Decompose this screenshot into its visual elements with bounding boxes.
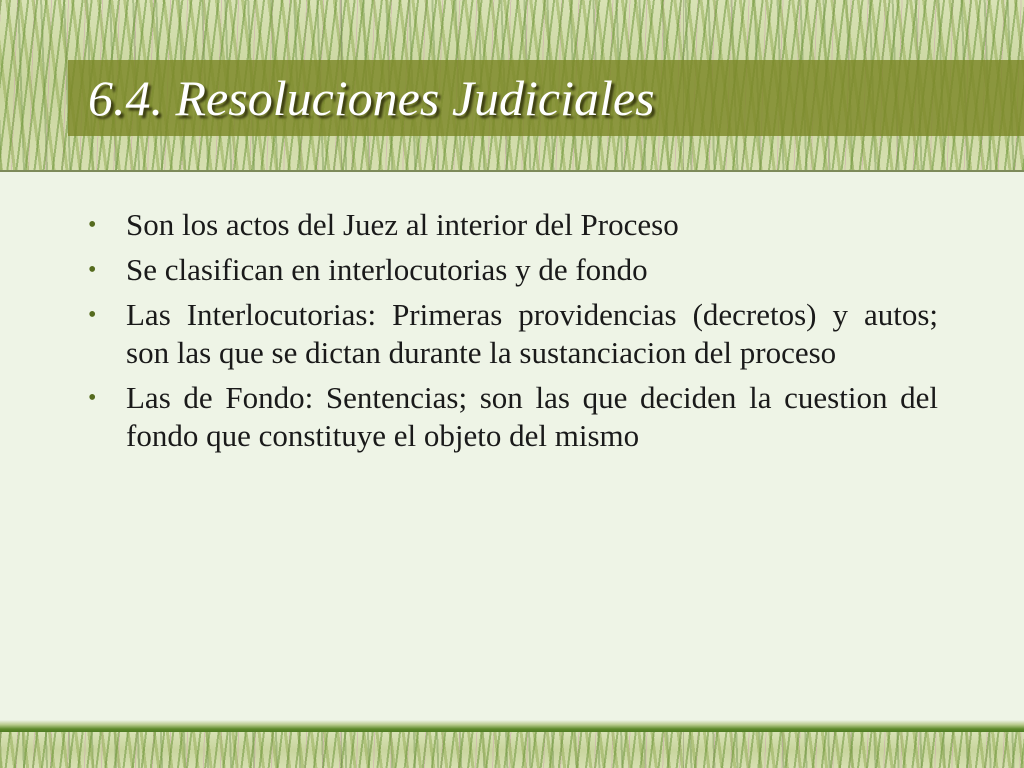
bullet-item xyxy=(88,206,938,244)
bullet-list xyxy=(88,206,938,462)
bullet-icon: • xyxy=(88,212,97,238)
texture-seam xyxy=(341,732,342,768)
texture-seam xyxy=(683,732,684,768)
bullet-text: Las de Fondo: Sentencias; son las que deciden la cuestion del fondo que constituye el objeto del mismo xyxy=(126,380,938,453)
slide-title: 6.4. Resoluciones Judiciales xyxy=(88,70,655,126)
bullet-icon: • xyxy=(88,257,97,283)
bullet-icon: • xyxy=(88,385,97,411)
grass-footer-decoration xyxy=(0,732,1024,768)
footer-band xyxy=(0,720,1024,732)
bullet-text: Se clasifican en interlocutorias y de fondo xyxy=(126,252,648,287)
bullet-icon: • xyxy=(88,302,97,328)
bullet-item xyxy=(88,251,938,289)
bullet-text: Las Interlocutorias: Primeras providencias (decretos) y autos; son las que se dictan durante la sustanciacion del proceso xyxy=(126,297,938,370)
bullet-item xyxy=(88,379,938,455)
bullet-item xyxy=(88,296,938,372)
header-divider xyxy=(0,170,1024,172)
bullet-text: Son los actos del Juez al interior del Proceso xyxy=(126,207,679,242)
